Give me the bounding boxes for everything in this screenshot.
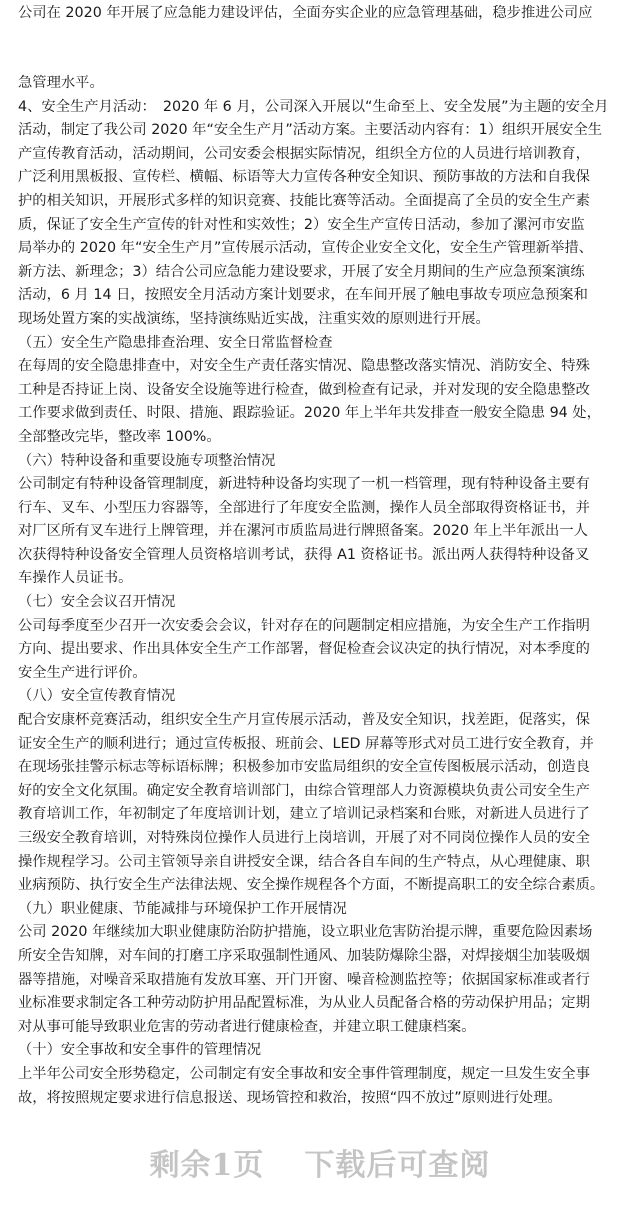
text-line: 公司 2020 年继续加大职业健康防治防护措施，设立职业危害防治提示牌，重要危险因素场 xyxy=(18,924,593,941)
text-line: 局举办的 2020 年“安全生产月”宣传展示活动，宣传企业安全文化，安全生产管理新举措、 xyxy=(18,240,593,257)
text-line: 4、安全生产月活动： 2020 年 6 月，公司深入开展以“生命至上、安全发展”为主题的安全月 xyxy=(18,98,609,115)
text-line: 所安全告知牌，对车间的打磨工序采取强制性通风、加装防爆除尘器，对焊接烟尘加装吸烟 xyxy=(18,947,590,964)
text-line: 广泛利用黑板报、宣传栏、横幅、标语等大力宣传各种安全知识、预防事故的方法和自我保 xyxy=(18,169,590,186)
text-line: 急管理水平。 xyxy=(18,75,104,91)
text-line: 公司制定有特种设备管理制度，新进特种设备均实现了一机一档管理，现有特种设备主要有 xyxy=(18,476,590,493)
section-heading-10: （十）安全事故和安全事件的管理情况 xyxy=(18,1042,262,1059)
text-line: 新方法、新理念；3）结合公司应急能力建设要求，开展了安全月期间的生产应急预案演练 xyxy=(18,263,585,280)
text-line: 操作规程学习。公司主管领导亲自讲授安全课，结合各自车间的生产特点，从心理健康、职 xyxy=(18,853,590,870)
text-line: 方向、提出要求、作出具体安全生产工作部署，督促检查会议决定的执行情况，对本季度的 xyxy=(18,641,590,658)
text-line: 上半年公司安全形势稳定，公司制定有安全事故和安全事件管理制度，规定一旦发生安全事 xyxy=(18,1065,590,1082)
download-prompt-banner[interactable] xyxy=(0,1140,640,1184)
section-heading-5: （五）安全生产隐患排查治理、安全日常监督检查 xyxy=(18,334,333,351)
text-line: 业病预防、执行安全生产法律法规、安全操作规程各个方面，不断提高职工的安全综合素质。 xyxy=(18,877,605,894)
text-line: 活动，制定了我公司 2020 年“安全生产月”活动方案。主要活动内容有：1）组织开展安全生 xyxy=(18,122,603,139)
text-line: 公司在 2020 年开展了应急能力建设评估，全面夯实企业的应急管理基础，稳步推进公司应 xyxy=(18,5,593,21)
text-line: 现场处置方案的实战演练，坚持演练贴近实战，注重实效的原则进行开展。 xyxy=(18,310,490,327)
text-line: 三级安全教育培训，对特殊岗位操作人员进行上岗培训，开展了对不同岗位操作人员的安全 xyxy=(18,830,590,846)
text-line: 安全生产进行评价。 xyxy=(18,664,147,681)
section-heading-8: （八）安全宣传教育情况 xyxy=(18,688,176,705)
text-line: 质，保证了安全生产宣传的针对性和实效性；2）安全生产宣传日活动，参加了漯河市安监 xyxy=(18,216,585,233)
text-line: 证安全生产的顺利进行；通过宣传板报、班前会、LED 屏幕等形式对员工进行安全教育，并 xyxy=(18,735,594,752)
text-line: 活动，6 月 14 日，按照安全月活动方案计划要求，在车间开展了触电事故专项应急预案和 xyxy=(18,287,588,304)
text-line: 全部整改完毕，整改率 100%。 xyxy=(18,428,221,445)
download-to-view-label: 下载后可查阅 xyxy=(304,1148,491,1183)
section-heading-7: （七）安全会议召开情况 xyxy=(18,594,176,611)
text-line: 车操作人员证书。 xyxy=(18,570,133,587)
section-heading-9: （九）职业健康、节能减排与环境保护工作开展情况 xyxy=(18,900,347,917)
paragraph-emergency-capability xyxy=(18,2,624,26)
text-line: 公司每季度至少召开一次安委会会议，针对存在的问题制定相应措施，为安全生产工作指明 xyxy=(18,617,590,634)
text-line: 对从事可能导致职业危害的劳动者进行健康检查，并建立职工健康档案。 xyxy=(18,1018,476,1035)
text-line: 教育培训工作，年初制定了年度培训计划，建立了培训记录档案和台账，对新进人员进行了 xyxy=(18,806,590,823)
text-line: 在现场张挂警示标志等标语标牌；积极参加市安监局组织的安全宣传图板展示活动，创造良 xyxy=(18,759,590,776)
text-line: 对厂区所有叉车进行上牌管理，并在漯河市质监局进行牌照备案。2020 年上半年派出一人 xyxy=(18,523,588,540)
text-line: 工种是否持证上岗、设备安全设施等进行检查，做到检查有记录，并对发现的安全隐患整改 xyxy=(18,381,590,398)
text-line: 行车、叉车、小型压力容器等，全部进行了年度安全监测，操作人员全部取得资格证书，并 xyxy=(18,499,590,516)
text-line: 器等措施，对噪音采取措施有发放耳塞、开门开窗、噪音检测监控等；依据国家标准或者行 xyxy=(18,971,590,988)
section-heading-6: （六）特种设备和重要设施专项整治情况 xyxy=(18,452,276,469)
text-line: 产宣传教育活动，活动期间，公司安委会根据实际情况，组织全方位的人员进行培训教育， xyxy=(18,145,590,162)
text-line: 好的安全文化氛围。确定安全教育培训部门，由综合管理部人力资源模块负责公司安全生产 xyxy=(18,782,590,799)
remaining-pages-label: 剩余1页 xyxy=(149,1148,265,1183)
text-line: 工作要求做到责任、时限、措施、跟踪验证。2020 年上半年共发排查一般安全隐患 94 处， xyxy=(18,405,601,422)
paragraph-safety-month xyxy=(18,72,624,1110)
text-line: 业标准要求制定各工种劳动防护用品配置标准，为从业人员配备合格的劳动保护用品；定期 xyxy=(18,995,590,1012)
text-line: 次获得特种设备安全管理人员资格培训考试，获得 A1 资格证书。派出两人获得特种设备叉 xyxy=(18,546,590,563)
text-line: 配合安康杯竞赛活动，组织安全生产月宣传展示活动，普及安全知识，找差距，促落实，保 xyxy=(18,712,590,729)
text-line: 在每周的安全隐患排查中，对安全生产责任落实情况、隐患整改落实情况、消防安全、特殊 xyxy=(18,358,590,375)
text-line: 护的相关知识，开展形式多样的知识竞赛、技能比赛等活动。全面提高了全员的安全生产素 xyxy=(18,192,590,209)
text-line: 故，将按照规定要求进行信息报送、现场管控和救治，按照“四不放过”原则进行处理。 xyxy=(18,1089,562,1106)
